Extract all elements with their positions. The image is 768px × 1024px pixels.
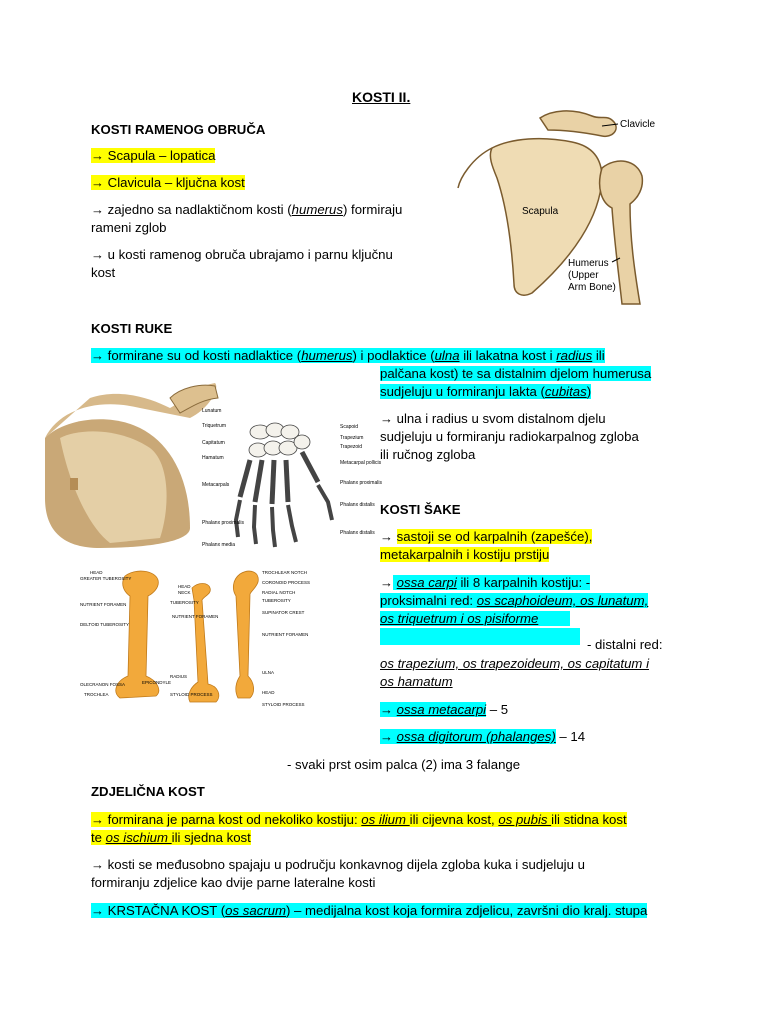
label-humerus: Humerus bbox=[568, 258, 609, 269]
section-heading-pelvis: ZDJELIČNA KOST bbox=[91, 784, 205, 799]
svg-text:Metacarpals: Metacarpals bbox=[202, 482, 230, 488]
svg-text:HEAD: HEAD bbox=[90, 570, 103, 575]
arm-paragraph-line1: → formirane su od kosti nadlaktice (humerus) i podlaktice (ulna ili lakatna kost i radius ili bbox=[91, 348, 605, 363]
list-item-clavicle-pair: → u kosti ramenog obruča ubrajamo i parnu ključnu bbox=[91, 247, 393, 262]
page-title: KOSTI II. bbox=[352, 89, 411, 105]
hand-item-carpi-distal-cont: os hamatum bbox=[380, 674, 453, 689]
svg-text:HEAD: HEAD bbox=[262, 690, 275, 695]
arrow-icon: → bbox=[380, 529, 393, 544]
svg-text:TUBEROSITY: TUBEROSITY bbox=[262, 598, 291, 603]
shoulder-girdle-figure bbox=[452, 108, 682, 308]
svg-text:STYLOID PROCESS: STYLOID PROCESS bbox=[262, 702, 305, 707]
hand-item-carpi-distal: os trapezium, os trapezoideum, os capitatum i bbox=[380, 656, 650, 671]
hand-item-carpi-prox-cont: os triquetrum i os pisiforme bbox=[380, 610, 570, 628]
svg-text:Capitatum: Capitatum bbox=[202, 440, 225, 446]
svg-text:Arm Bone): Arm Bone) bbox=[568, 282, 616, 293]
svg-text:Metacarpal pollicis: Metacarpal pollicis bbox=[340, 460, 382, 466]
svg-text:Phalanx distalis: Phalanx distalis bbox=[340, 502, 375, 508]
svg-text:NECK: NECK bbox=[178, 590, 191, 595]
svg-text:TROCHLEAR NOTCH: TROCHLEAR NOTCH bbox=[262, 570, 308, 575]
hand-item-carpi-distal-label: - distalni red: bbox=[587, 637, 663, 652]
svg-text:Triquetrum: Triquetrum bbox=[202, 423, 226, 429]
svg-text:Lunatum: Lunatum bbox=[202, 408, 222, 414]
svg-text:Hamatum: Hamatum bbox=[202, 455, 224, 461]
hand-item-digitorum: → ossa digitorum (phalanges) – 14 bbox=[380, 729, 586, 744]
hand-item-composition-cont: metakarpalnih i kostiju prstiju bbox=[380, 547, 550, 562]
pelvis-item-composition-cont: te os ischium ili sjedna kost bbox=[91, 830, 251, 845]
list-item-clavicle-pair-cont: kost bbox=[91, 265, 116, 280]
svg-text:STYLOID PROCESS: STYLOID PROCESS bbox=[170, 692, 213, 697]
svg-text:Phalanx proximalis: Phalanx proximalis bbox=[340, 480, 382, 486]
svg-text:Scapoid: Scapoid bbox=[340, 424, 359, 430]
section-heading-hand: KOSTI ŠAKE bbox=[380, 502, 461, 517]
arrow-icon: → bbox=[91, 148, 104, 163]
svg-text:Phalanx media: Phalanx media bbox=[202, 542, 236, 548]
svg-text:Phalanx distalis: Phalanx distalis bbox=[340, 530, 375, 536]
svg-text:SUPINATOR CREST: SUPINATOR CREST bbox=[262, 610, 305, 615]
svg-text:Trapezium: Trapezium bbox=[340, 435, 364, 441]
svg-text:HEAD: HEAD bbox=[178, 584, 191, 589]
arrow-icon: → bbox=[91, 812, 104, 827]
arrow-icon: → bbox=[91, 903, 104, 918]
list-item-humerus-joint: → zajedno sa nadlaktičnom kosti (humerus) formiraju bbox=[91, 202, 403, 217]
section-heading-shoulder: KOSTI RAMENOG OBRUČA bbox=[91, 122, 266, 137]
list-item-clavicula: → Clavicula – ključna kost bbox=[91, 175, 245, 190]
arrow-icon: → bbox=[91, 247, 104, 262]
arm-bones-figure bbox=[80, 566, 311, 726]
cyan-spacer bbox=[380, 628, 580, 645]
list-item-scapula: → Scapula – lopatica bbox=[91, 148, 216, 163]
svg-text:NUTRIENT FORAMEN: NUTRIENT FORAMEN bbox=[172, 614, 219, 619]
arrow-icon: → bbox=[380, 411, 393, 426]
pelvis-item-composition: → formirana je parna kost od nekoliko kostiju: os ilium ili cijevna kost, os pubis ili stidna kost bbox=[91, 812, 627, 827]
arrow-icon: → bbox=[91, 202, 104, 217]
svg-text:OLECRANON FOSSA: OLECRANON FOSSA bbox=[80, 682, 126, 687]
arrow-icon: → bbox=[91, 175, 104, 190]
arm-paragraph-line3: sudjeluju u formiranju lakta (cubitas) bbox=[380, 384, 592, 399]
arrow-icon: → bbox=[380, 575, 393, 590]
label-clavicle: Clavicle bbox=[620, 119, 656, 130]
hand-item-phalanges-note: - svaki prst osim palca (2) ima 3 falange bbox=[287, 757, 521, 772]
svg-text:ULNA: ULNA bbox=[262, 670, 275, 675]
svg-text:Phalanx proximalis: Phalanx proximalis bbox=[202, 520, 244, 526]
svg-text:EPICONDYLE: EPICONDYLE bbox=[142, 680, 172, 685]
arm-paragraph-line2: palčana kost) te sa distalnim djelom humerusa bbox=[380, 366, 652, 381]
svg-text:TROCHLEA: TROCHLEA bbox=[84, 692, 109, 697]
arrow-icon: → bbox=[91, 348, 104, 363]
svg-text:NUTRIENT FORAMEN: NUTRIENT FORAMEN bbox=[262, 632, 309, 637]
hand-item-carpi-prox: proksimalni red: os scaphoideum, os lunatum, bbox=[380, 593, 649, 608]
label-scapula: Scapula bbox=[522, 206, 559, 217]
hand-item-metacarpi: → ossa metacarpi – 5 bbox=[380, 702, 509, 717]
arm-bullet-line3: ili ručnog zgloba bbox=[380, 447, 476, 462]
svg-text:DELTOID TUBEROSITY: DELTOID TUBEROSITY bbox=[80, 622, 130, 627]
svg-text:CORONOID PROCESS: CORONOID PROCESS bbox=[262, 580, 311, 585]
arrow-icon: → bbox=[380, 702, 393, 717]
svg-text:(Upper: (Upper bbox=[568, 270, 599, 281]
pelvis-item-joint: → kosti se međusobno spajaju u području konkavnog dijela zgloba kuka i sudjeluju u bbox=[91, 857, 585, 872]
svg-text:NUTRIENT FORAMEN: NUTRIENT FORAMEN bbox=[80, 602, 127, 607]
list-item-humerus-joint-cont: rameni zglob bbox=[91, 220, 167, 235]
pelvis-item-joint-cont: formiranju zdjelice kao dvije parne lateralne kosti bbox=[91, 875, 376, 890]
svg-text:Trapezoid: Trapezoid bbox=[340, 444, 363, 450]
hand-skeleton-figure bbox=[200, 402, 382, 552]
svg-text:TUBEROSITY: TUBEROSITY bbox=[170, 600, 199, 605]
arrow-icon: → bbox=[91, 857, 104, 872]
hand-item-carpi: → ossa carpi ili 8 karpalnih kostiju: - bbox=[380, 575, 591, 590]
arrow-icon: → bbox=[380, 729, 393, 744]
svg-text:RADIAL NOTCH: RADIAL NOTCH bbox=[262, 590, 296, 595]
svg-text:GREATER TUBEROSITY: GREATER TUBEROSITY bbox=[80, 576, 132, 581]
hand-item-composition: → sastoji se od karpalnih (zapešće), bbox=[380, 529, 593, 544]
pelvis-item-sacrum: → KRSTAČNA KOST (os sacrum) – medijalna kost koja formira zdjelicu, završni dio kralj. stupa bbox=[91, 903, 648, 918]
arm-bullet-line2: sudjeluju u formiranju radiokarpalnog zgloba bbox=[380, 429, 639, 444]
arm-bullet-ulna-radius: → ulna i radius u svom distalnom djelu bbox=[380, 411, 606, 426]
svg-text:RADIUS: RADIUS bbox=[170, 674, 188, 679]
section-heading-arm: KOSTI RUKE bbox=[91, 321, 173, 336]
